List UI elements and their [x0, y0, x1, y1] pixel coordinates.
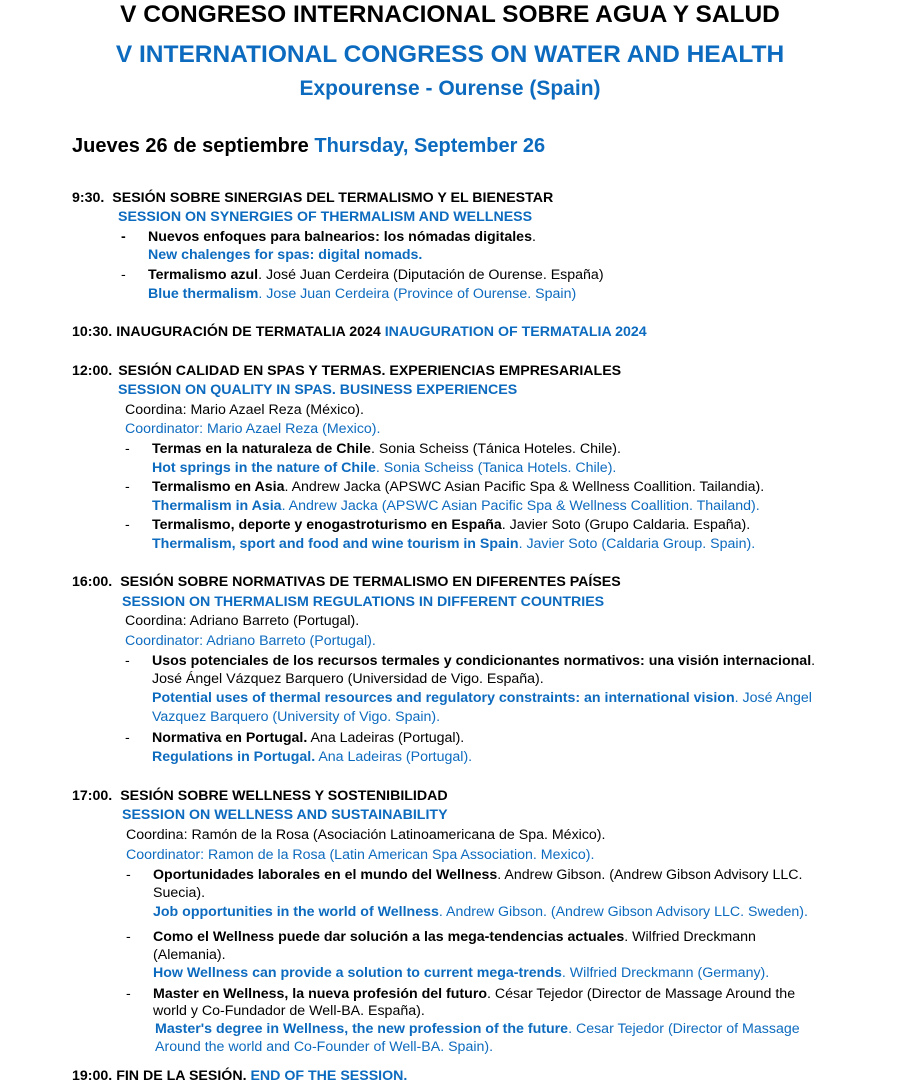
session-title-es: SESIÓN SOBRE WELLNESS Y SOSTENIBILIDAD [120, 788, 448, 804]
s4-item-1-es-line2: José Ángel Vázquez Barquero (Universidad de Vigo. España). [152, 671, 544, 687]
item-period: . [531, 229, 536, 245]
session-5-title-en: SESSION ON WELLNESS AND SUSTAINABILITY [122, 807, 448, 823]
session-2-heading [72, 323, 647, 342]
s5-item-1-es-line2: Suecia). [153, 885, 206, 901]
item-detail: . César Tejedor (Director de Massage Around the [487, 986, 796, 1002]
s4-coordinator-es: Coordina: Adriano Barreto (Portugal). [125, 613, 360, 629]
bullet: - [121, 267, 126, 283]
item-title: Thermalism, sport and food and wine tourism in Spain [152, 536, 519, 552]
item-title: Hot springs in the nature of Chile [152, 460, 376, 476]
item-title: Nuevos enfoques para balnearios: los nómadas digitales [148, 229, 532, 245]
item-detail: . Wilfried Dreckmann (Germany). [561, 965, 770, 981]
s4-item-1-en [152, 689, 812, 708]
item-detail: . Sonia Scheiss (Tanica Hotels. Chile). [375, 460, 617, 476]
item-detail: . Sonia Scheiss (Tánica Hoteles. Chile). [370, 441, 621, 457]
item-title: Thermalism in Asia [152, 498, 282, 514]
item-title: Potential uses of thermal resources and regulatory constraints: an international vision [152, 690, 735, 706]
s3-coordinator-en: Coordinator: Mario Azael Reza (Mexico). [125, 421, 381, 437]
s5-item-2-es [153, 928, 756, 947]
session-4-heading [72, 573, 621, 592]
bullet: - [126, 929, 131, 945]
s3-item-3-en [152, 535, 755, 554]
item-detail: . Andrew Jacka (APSWC Asian Pacific Spa & Wellness Coallition. Thailand). [281, 498, 760, 514]
s4-item-1-en-line2: Vazquez Barquero (University of Vigo. Spain). [152, 709, 441, 725]
s1-item-2-en [148, 285, 576, 304]
bullet: - [125, 479, 130, 495]
s5-item-1-en [153, 903, 808, 922]
session-title-es: SESIÓN CALIDAD EN SPAS Y TERMAS. EXPERIENCIAS EMPRESARIALES [118, 363, 622, 379]
venue: Expourense - Ourense (Spain) [299, 77, 601, 100]
s5-item-3-en-line2: Around the world and Co-Founder of Well-BA. Spain). [155, 1039, 494, 1055]
item-title: Regulations in Portugal. [152, 749, 316, 765]
session-time: 9:30. [72, 190, 105, 206]
s4-item-1-es [152, 652, 815, 671]
bullet: - [125, 653, 130, 669]
session-time: 16:00. [72, 574, 113, 590]
item-title: Usos potenciales de los recursos termales y condicionantes normativos: una visión internacional [152, 653, 812, 669]
item-title: New chalenges for spas: digital nomads [148, 247, 419, 263]
title-en: V INTERNATIONAL CONGRESS ON WATER AND HEALTH [115, 41, 785, 68]
s4-coordinator-en: Coordinator: Adriano Barreto (Portugal). [125, 633, 376, 649]
session-5-heading [72, 787, 448, 806]
s5-item-3-es-line2: world y Co-Fundador de Well-BA. España). [153, 1003, 425, 1019]
day-heading [72, 135, 545, 158]
s5-coordinator-es: Coordina: Ramón de la Rosa (Asociación Latinoamericana de Spa. México). [126, 827, 606, 843]
session-time: 12:00. [72, 363, 113, 379]
session-3-heading [72, 362, 621, 381]
bullet: - [126, 986, 131, 1002]
session-1-title-en: SESSION ON SYNERGIES OF THERMALISM AND WELLNESS [118, 209, 533, 225]
item-title: How Wellness can provide a solution to current mega-trends [153, 965, 562, 981]
s3-item-2-en [152, 497, 760, 516]
s1-item-1-en [148, 246, 422, 265]
session-time: 19:00. [72, 1068, 113, 1084]
item-detail: . José Juan Cerdeira (Diputación de Ourense. España) [258, 267, 604, 283]
s3-coordinator-es: Coordina: Mario Azael Reza (México). [125, 402, 364, 418]
item-title: Master en Wellness, la nueva profesión del futuro [153, 986, 488, 1002]
session-title-en: INAUGURATION OF TERMATALIA 2024 [384, 324, 647, 340]
item-detail: Ana Ladeiras (Portugal). [307, 730, 465, 746]
s1-item-2-es [148, 266, 604, 285]
item-detail: . Andrew Gibson. (Andrew Gibson Advisory LLC. [497, 867, 803, 883]
item-detail: . Andrew Gibson. (Andrew Gibson Advisory LLC. Sweden). [438, 904, 808, 920]
session-title-en: END OF THE SESSION. [250, 1068, 408, 1084]
session-end [72, 1067, 407, 1086]
day-en: Thursday, September 26 [314, 135, 546, 157]
s4-item-2-en [152, 748, 472, 767]
bullet: - [125, 517, 130, 533]
item-title: Termalismo, deporte y enogastroturismo en España [152, 517, 502, 533]
bullet: - [126, 867, 131, 883]
session-title-es: SESIÓN SOBRE NORMATIVAS DE TERMALISMO EN DIFERENTES PAÍSES [120, 574, 621, 590]
session-time: 10:30. [72, 324, 113, 340]
bullet: - [121, 229, 126, 245]
day-es: Jueves 26 de septiembre [72, 135, 309, 157]
bullet: - [125, 730, 130, 746]
item-title: Termas en la naturaleza de Chile [152, 441, 371, 457]
s5-item-3-en [155, 1020, 800, 1039]
item-detail: Ana Ladeiras (Portugal). [315, 749, 473, 765]
item-title: Termalismo azul [148, 267, 259, 283]
item-title: Termalismo en Asia [152, 479, 285, 495]
item-title: Blue thermalism [148, 286, 259, 302]
s3-item-2-es [152, 478, 764, 497]
session-time: 17:00. [72, 788, 113, 804]
s5-item-1-es [153, 866, 802, 885]
session-title-es: SESIÓN SOBRE SINERGIAS DEL TERMALISMO Y EL BIENESTAR [112, 190, 554, 206]
item-detail: . Andrew Jacka (APSWC Asian Pacific Spa & Wellness Coallition. Tailandia). [284, 479, 765, 495]
item-title: Normativa en Portugal. [152, 730, 308, 746]
item-detail: . Wilfried Dreckmann [624, 929, 756, 945]
s5-coordinator-en: Coordinator: Ramon de la Rosa (Latin American Spa Association. Mexico). [126, 847, 595, 863]
bullet: - [125, 441, 130, 457]
item-title: Como el Wellness puede dar solución a las mega-tendencias actuales [153, 929, 625, 945]
s3-item-1-es [152, 440, 621, 459]
item-title: Master's degree in Wellness, the new profession of the future [155, 1021, 569, 1037]
item-title: Oportunidades laborales en el mundo del Wellness [153, 867, 498, 883]
item-detail: . Javier Soto (Grupo Caldaria. España). [501, 517, 751, 533]
session-1-heading [72, 189, 553, 208]
session-3-title-en: SESSION ON QUALITY IN SPAS. BUSINESS EXPERIENCES [118, 382, 518, 398]
session-title-es: INAUGURACIÓN DE TERMATALIA 2024 [116, 324, 381, 340]
s1-item-1-es [148, 228, 536, 247]
s3-item-1-en [152, 459, 616, 478]
item-detail: . Javier Soto (Caldaria Group. Spain). [518, 536, 756, 552]
s5-item-2-en [153, 964, 769, 983]
s3-item-3-es [152, 516, 750, 535]
item-period: . [418, 247, 423, 263]
s5-item-2-es-line2: (Alemania). [153, 947, 226, 963]
item-title: Job opportunities in the world of Wellness [153, 904, 439, 920]
item-detail: . Jose Juan Cerdeira (Province of Ourense. Spain) [258, 286, 577, 302]
session-4-title-en: SESSION ON THERMALISM REGULATIONS IN DIFFERENT COUNTRIES [122, 594, 605, 610]
title-es: V CONGRESO INTERNACIONAL SOBRE AGUA Y SALUD [120, 1, 780, 28]
s4-item-2-es [152, 729, 464, 748]
item-period: . [811, 653, 816, 669]
session-title-es: FIN DE LA SESIÓN. [116, 1068, 247, 1084]
item-detail: . José Angel [734, 690, 812, 706]
item-detail: . Cesar Tejedor (Director of Massage [568, 1021, 800, 1037]
